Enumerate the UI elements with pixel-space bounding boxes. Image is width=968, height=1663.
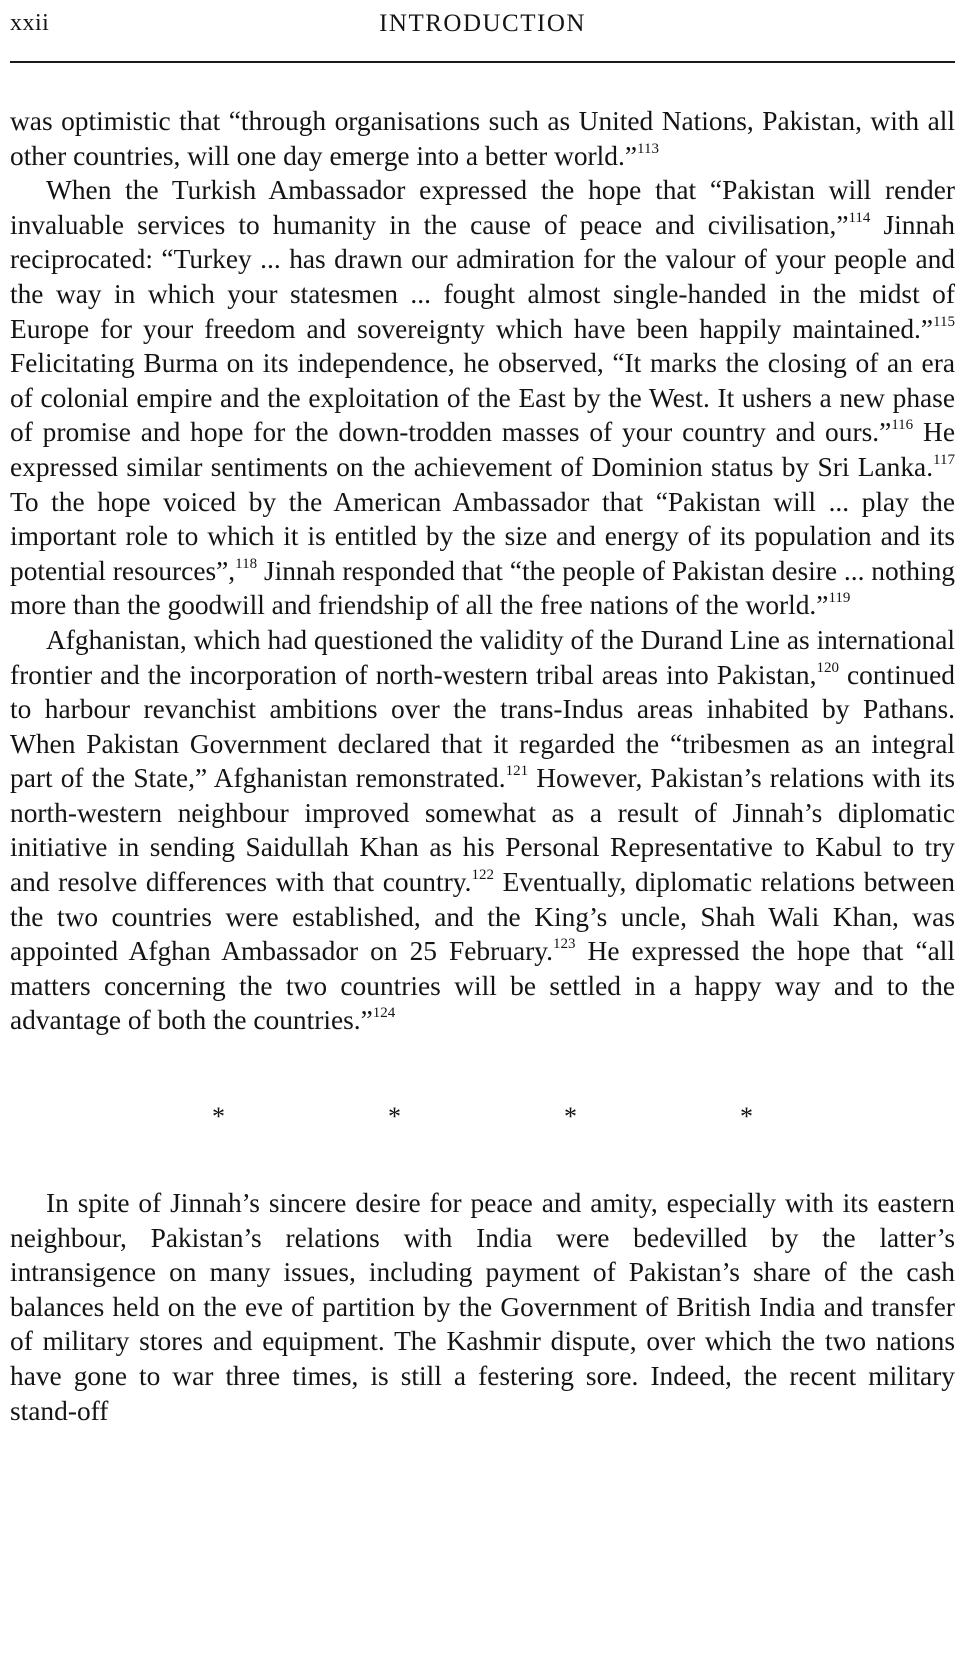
footnote-reference: 121 [505, 763, 529, 780]
text-run: Afghanistan, which had questioned the validity of the Durand Line as international frontier and the incorporation of north-western tribal areas into Pakistan, [10, 624, 955, 690]
text-run: Jinnah responded that “the people of Pakistan desire ... nothing more than the goodwill and friendship of all the free nations of the world.” [10, 555, 955, 621]
text-run: Felicitating Burma on its independence, he observed, “It marks the closing of an era of colonial empire and the exploitation of the East by the West. It ushers a new phase of promise and hope for the down-trodden masses of your country and ours.” [10, 348, 955, 448]
footnote-reference: 117 [933, 451, 955, 468]
footnote-reference: 122 [471, 867, 494, 884]
footnote-reference: 118 [235, 555, 258, 572]
footnote-reference: 113 [637, 140, 659, 157]
text-run: was optimistic that “through organisations such as United Nations, Pakistan, with all other countries, will one day emerge into a better world.” [10, 106, 955, 171]
text-run: However, Pakistan’s relations with its north-western neighbour improved somewhat as a result of Jinnah’s diplomatic initiative in sending Saidullah Khan as his Personal Representative to Kabul to try and resolve differences with that country. [10, 763, 955, 898]
page-header [10, 6, 955, 46]
body-text [10, 104, 955, 1428]
page-number: xxii [10, 10, 50, 36]
footnote-reference: 114 [848, 209, 871, 226]
running-title: INTRODUCTION [379, 10, 586, 37]
footnote-reference: 123 [553, 936, 576, 953]
paragraph [10, 1186, 955, 1428]
text-run: Jinnah reciprocated: “Turkey ... has drawn our admiration for the valour of your people and the way in which your statesmen ... fought almost single-handed in the midst of Europe for your freedom and sovereignty which have been happily maintained.” [10, 209, 955, 344]
footnote-reference: 124 [372, 1005, 396, 1022]
paragraph [10, 173, 955, 623]
footnote-reference: 120 [816, 659, 839, 676]
paragraph [10, 623, 955, 1038]
text-run: When the Turkish Ambassador expressed the hope that “Pakistan will render invaluable services to humanity in the cause of peace and civilisation,” [10, 175, 955, 240]
separator-asterisk: * [212, 1102, 225, 1132]
footnote-reference: 119 [828, 590, 851, 607]
separator-asterisk: * [740, 1102, 753, 1132]
separator-asterisk: * [564, 1102, 577, 1132]
header-rule [10, 61, 955, 63]
text-run: In spite of Jinnah’s sincere desire for peace and amity, especially with its eastern neighbour, Pakistan’s relations with India were bedevilled by the latter’s intransigence on many issues, including payment of Pakistan’s share of the cash balances held on the eve of partition by the Government of British India and transfer of military stores and equipment. The Kashmir dispute, over which the two nations have gone to war three times, is still a festering sore. Indeed, the recent military stand-off [10, 1188, 955, 1426]
text-run: continued to harbour revanchist ambitions over the trans-Indus areas inhabited by Pathans. When Pakistan Government declared that it regarded the “tribesmen as an integral part of the State,” Afghanistan remonstrated. [10, 659, 955, 794]
text-run: Eventually, diplomatic relations between the two countries were established, and the King’s uncle, Shah Wali Khan, was appointed Afghan Ambassador on 25 February. [10, 867, 955, 967]
footnote-reference: 115 [933, 313, 955, 330]
footnote-reference: 116 [891, 417, 914, 434]
text-run: To the hope voiced by the American Ambassador that “Pakistan will ... play the important role to which it is entitled by the size and energy of its population and its potential resources”, [10, 486, 955, 586]
paragraph [10, 104, 955, 173]
text-run: He expressed the hope that “all matters concerning the two countries will be settled in a happy way and to the advantage of both the countries.” [10, 936, 955, 1036]
section-separator [10, 1100, 955, 1140]
separator-asterisk: * [388, 1102, 401, 1132]
text-run: He expressed similar sentiments on the achievement of Dominion status by Sri Lanka. [10, 417, 955, 482]
